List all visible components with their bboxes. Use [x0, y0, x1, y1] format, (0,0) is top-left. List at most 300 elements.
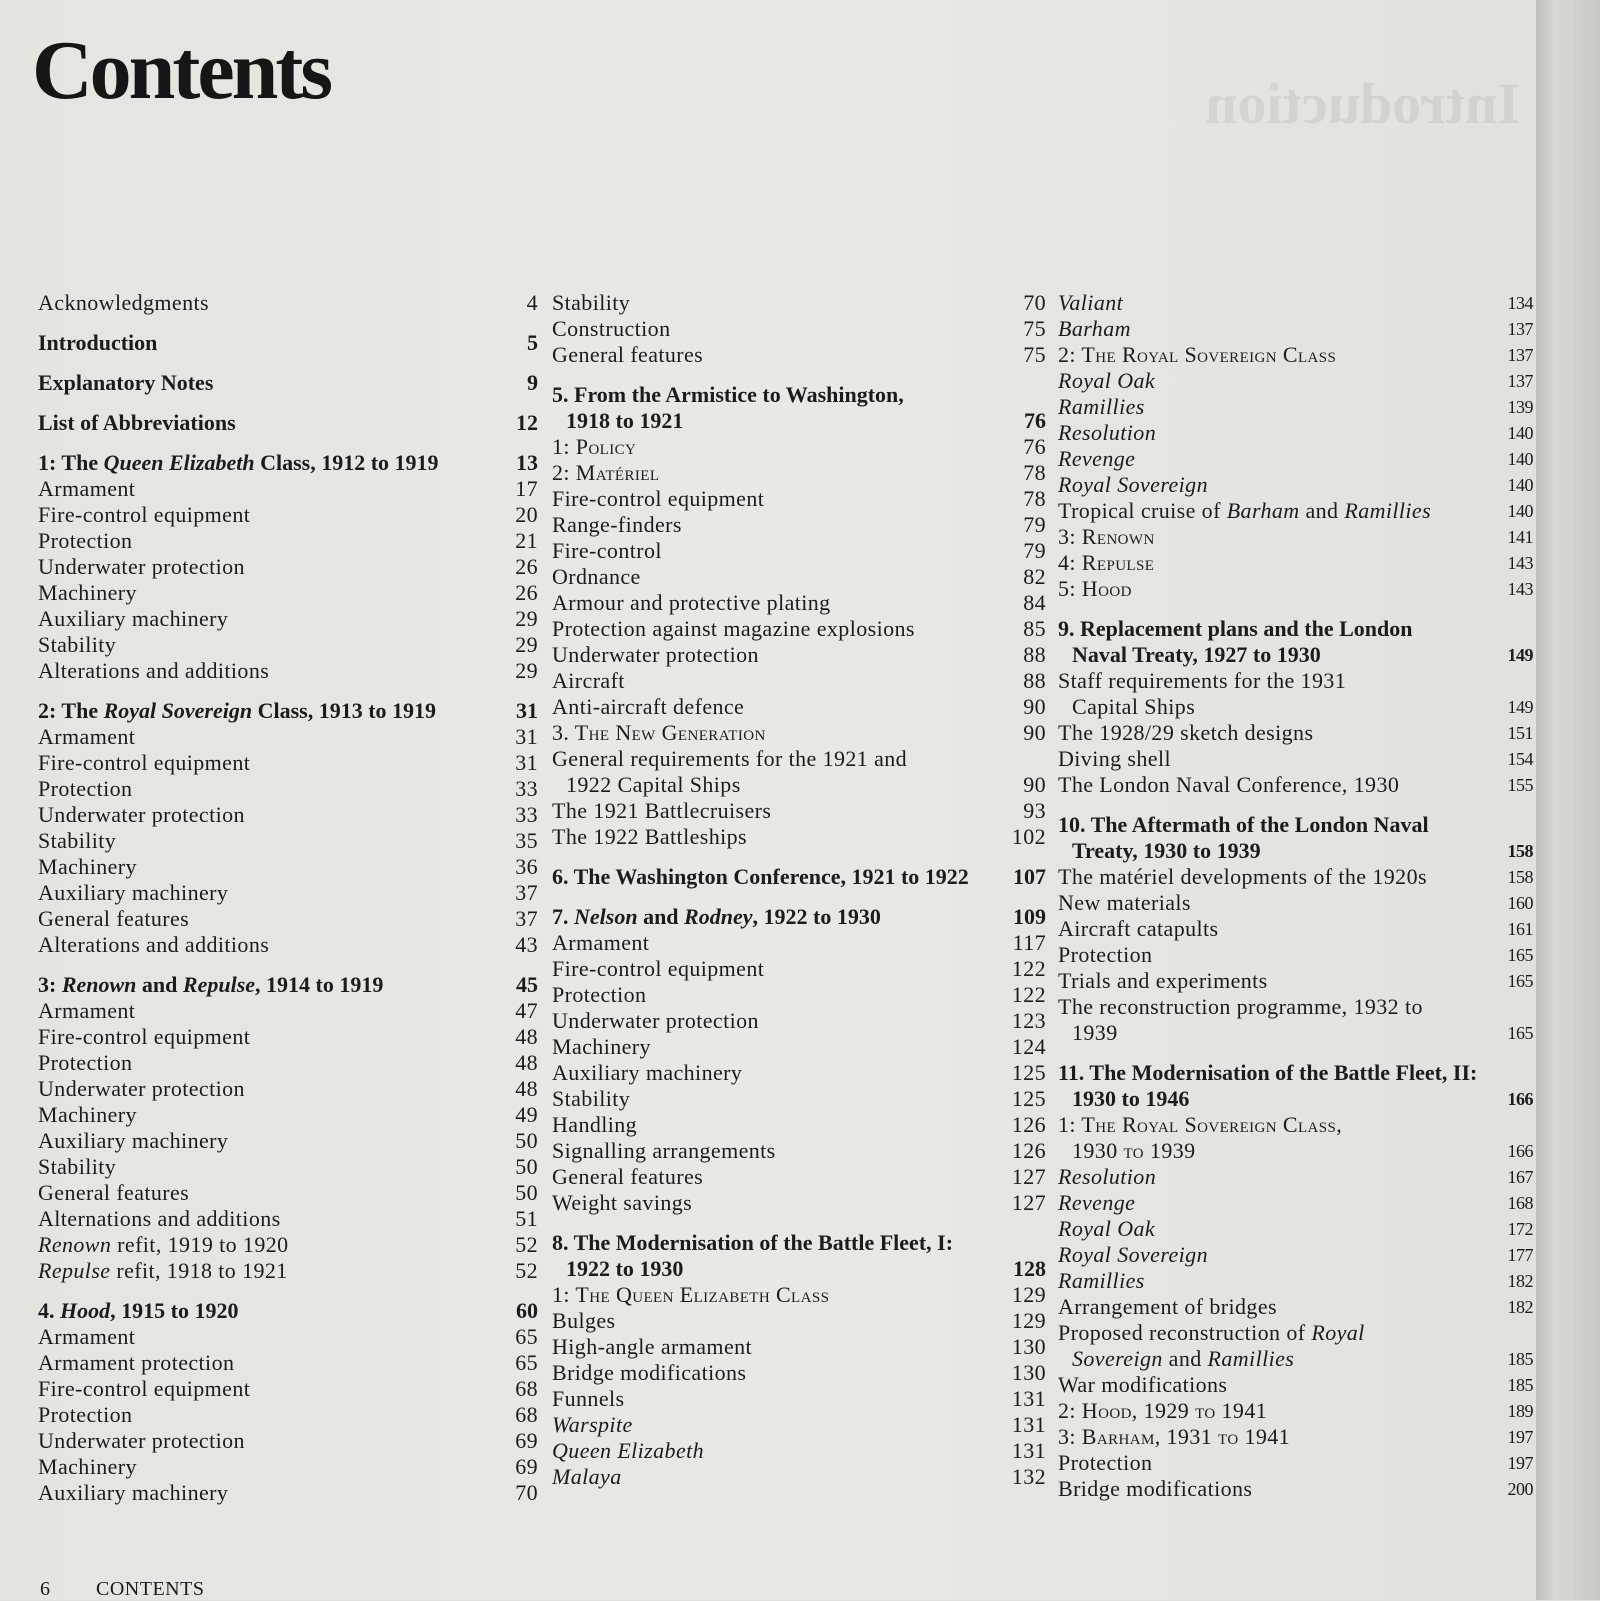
contents-entry [552, 642, 1046, 668]
contents-entry [552, 1164, 1046, 1190]
entry-title: 7. Nelson and Rodney, 1922 to 1930 [552, 904, 881, 929]
entry-page-number: 141 [1507, 527, 1533, 547]
entry-title: Resolution [1058, 1164, 1157, 1189]
entry-page-number: 33 [515, 802, 538, 827]
contents-entry [552, 746, 1046, 798]
entry-title: Bridge modifications [552, 1360, 747, 1385]
contents-entry [1058, 772, 1533, 798]
entry-page-number: 154 [1507, 749, 1533, 769]
contents-entry [38, 880, 538, 906]
entry-title: 9. Replacement plans and the London Naval Treaty, 1927 to 1930 [1058, 616, 1413, 667]
entry-title: Fire-control [552, 538, 662, 563]
entry-page-number: 29 [515, 632, 538, 657]
entry-page-number: 172 [1507, 1219, 1533, 1239]
contents-entry [38, 828, 538, 854]
chapter-heading [38, 1298, 538, 1324]
footer-page-number: 6 [40, 1578, 51, 1600]
contents-entry [1058, 668, 1533, 720]
entry-title: Diving shell [1058, 746, 1171, 771]
entry-title: Protection [38, 776, 133, 801]
entry-title: 2: Matériel [552, 460, 660, 485]
entry-page-number: 26 [515, 580, 538, 605]
entry-page-number: 160 [1507, 893, 1533, 913]
entry-title: High-angle armament [552, 1334, 753, 1359]
entry-page-number: 151 [1507, 723, 1533, 743]
entry-page-number: 78 [1023, 486, 1046, 511]
entry-page-number: 185 [1507, 1349, 1533, 1369]
chapter-heading [38, 330, 538, 356]
entry-title: Armament [38, 1324, 136, 1349]
entry-page-number: 50 [515, 1180, 538, 1205]
entry-page-number: 139 [1507, 397, 1533, 417]
contents-entry [552, 1386, 1046, 1412]
entry-page-number: 29 [515, 658, 538, 683]
entry-page-number: 134 [1507, 293, 1533, 313]
entry-title: Armour and protective plating [552, 590, 831, 615]
contents-column-2 [552, 290, 1046, 1490]
entry-title: Barham [1058, 316, 1131, 341]
contents-entry [38, 1428, 538, 1454]
entry-page-number: 52 [515, 1258, 538, 1283]
entry-title: 10. The Aftermath of the London Naval Treaty, 1930 to 1939 [1058, 812, 1429, 863]
entry-page-number: 90 [1023, 772, 1046, 797]
contents-entry [552, 930, 1046, 956]
entry-title: General features [552, 1164, 704, 1189]
entry-page-number: 50 [515, 1128, 538, 1153]
contents-entry [38, 632, 538, 658]
contents-entry [1058, 1320, 1533, 1372]
contents-entry [552, 590, 1046, 616]
contents-entry [552, 616, 1046, 642]
entry-page-number: 93 [1023, 798, 1046, 823]
entry-title: General requirements for the 1921 and 1922 Capital Ships [552, 746, 908, 797]
entry-page-number: 161 [1507, 919, 1533, 939]
entry-title: Repulse refit, 1918 to 1921 [38, 1258, 288, 1283]
entry-page-number: 126 [1011, 1112, 1046, 1137]
entry-page-number: 182 [1507, 1271, 1533, 1291]
entry-page-number: 165 [1507, 971, 1533, 991]
entry-title: Machinery [38, 1102, 137, 1127]
entry-title: Underwater protection [552, 1008, 759, 1033]
entry-title: Alterations and additions [38, 932, 270, 957]
entry-page-number: 35 [515, 828, 538, 853]
contents-entry [1058, 994, 1533, 1046]
contents-entry [552, 538, 1046, 564]
entry-page-number: 48 [515, 1050, 538, 1075]
contents-entry [38, 854, 538, 880]
entry-title: Stability [38, 632, 117, 657]
contents-entry [552, 434, 1046, 460]
contents-entry [1058, 394, 1533, 420]
entry-title: 2: The Royal Sovereign Class [1058, 342, 1337, 367]
entry-title: Arrangement of bridges [1058, 1294, 1277, 1319]
contents-entry [38, 1076, 538, 1102]
entry-title: Ramillies [1058, 1268, 1145, 1293]
entry-page-number: 84 [1023, 590, 1046, 615]
entry-page-number: 78 [1023, 460, 1046, 485]
entry-page-number: 137 [1507, 319, 1533, 339]
entry-page-number: 75 [1023, 342, 1046, 367]
entry-page-number: 130 [1011, 1360, 1046, 1385]
contents-entry [552, 316, 1046, 342]
contents-entry [1058, 916, 1533, 942]
entry-page-number: 166 [1507, 1141, 1533, 1161]
chapter-heading [38, 698, 538, 724]
contents-entry [38, 1480, 538, 1506]
entry-page-number: 75 [1023, 316, 1046, 341]
entry-title: Warspite [552, 1412, 633, 1437]
entry-page-number: 122 [1011, 982, 1046, 1007]
entry-title: The London Naval Conference, 1930 [1058, 772, 1400, 797]
entry-page-number: 82 [1023, 564, 1046, 589]
entry-title: Machinery [38, 1454, 137, 1479]
entry-page-number: 9 [527, 370, 538, 395]
contents-entry [1058, 550, 1533, 576]
contents-entry [552, 1464, 1046, 1490]
entry-title: Alterations and additions [38, 658, 270, 683]
entry-title: Bulges [552, 1308, 616, 1333]
contents-entry [552, 1308, 1046, 1334]
contents-entry [1058, 498, 1533, 524]
entry-page-number: 166 [1507, 1089, 1533, 1109]
contents-entry [38, 1376, 538, 1402]
entry-page-number: 140 [1507, 501, 1533, 521]
entry-title: Underwater protection [38, 554, 245, 579]
entry-page-number: 189 [1507, 1401, 1533, 1421]
contents-entry [38, 1206, 538, 1232]
entry-title: The 1921 Battlecruisers [552, 798, 772, 823]
entry-title: 8. The Modernisation of the Battle Fleet, I: 1922 to 1930 [552, 1230, 954, 1281]
entry-page-number: 69 [515, 1454, 538, 1479]
contents-entry [38, 724, 538, 750]
entry-page-number: 70 [515, 1480, 538, 1505]
entry-page-number: 69 [515, 1428, 538, 1453]
entry-title: Armament [38, 998, 136, 1023]
entry-title: Ramillies [1058, 394, 1145, 419]
contents-entry [38, 1154, 538, 1180]
entry-page-number: 127 [1011, 1190, 1046, 1215]
entry-title: The reconstruction programme, 1932 to 1939 [1058, 994, 1423, 1045]
contents-entry [38, 502, 538, 528]
contents-entry [38, 1050, 538, 1076]
contents-entry [552, 1360, 1046, 1386]
entry-page-number: 65 [515, 1324, 538, 1349]
contents-entry [1058, 968, 1533, 994]
contents-column-3 [1058, 290, 1533, 1502]
entry-title: Queen Elizabeth [552, 1438, 705, 1463]
entry-title: Revenge [1058, 446, 1136, 471]
contents-entry [38, 750, 538, 776]
entry-title: 3: Renown and Repulse, 1914 to 1919 [38, 972, 384, 997]
entry-title: General features [38, 906, 190, 931]
entry-title: Royal Oak [1058, 1216, 1156, 1241]
entry-title: Auxiliary machinery [552, 1060, 743, 1085]
entry-title: List of Abbreviations [38, 410, 236, 435]
contents-column-1 [38, 290, 538, 1506]
contents-entry [552, 1190, 1046, 1216]
entry-title: Malaya [552, 1464, 622, 1489]
entry-title: 1: The Queen Elizabeth Class, 1912 to 1919 [38, 450, 439, 475]
entry-title: Auxiliary machinery [38, 606, 229, 631]
bleed-through-text: Introduction [1205, 71, 1520, 136]
entry-page-number: 107 [1013, 864, 1046, 889]
entry-page-number: 125 [1011, 1086, 1046, 1111]
entry-page-number: 131 [1011, 1386, 1046, 1411]
entry-page-number: 165 [1507, 945, 1533, 965]
contents-entry [552, 1086, 1046, 1112]
entry-title: Protection [552, 982, 647, 1007]
entry-title: General features [38, 1180, 190, 1205]
contents-entry [38, 1454, 538, 1480]
entry-title: 5: Hood [1058, 576, 1132, 601]
chapter-heading [38, 450, 538, 476]
entry-title: Royal Sovereign [1058, 472, 1208, 497]
contents-entry [1058, 864, 1533, 890]
contents-entry [552, 1060, 1046, 1086]
entry-page-number: 131 [1011, 1438, 1046, 1463]
contents-entry [38, 906, 538, 932]
contents-entry [552, 342, 1046, 368]
entry-title: The matériel developments of the 1920s [1058, 864, 1427, 889]
contents-entry [38, 528, 538, 554]
entry-page-number: 117 [1012, 930, 1046, 955]
entry-page-number: 197 [1507, 1453, 1533, 1473]
contents-entry [1058, 1372, 1533, 1398]
contents-entry [1058, 472, 1533, 498]
entry-page-number: 33 [515, 776, 538, 801]
entry-title: Auxiliary machinery [38, 1480, 229, 1505]
entry-page-number: 36 [515, 854, 538, 879]
entry-title: Revenge [1058, 1190, 1136, 1215]
entry-title: 4: Repulse [1058, 550, 1155, 575]
entry-title: Underwater protection [552, 642, 759, 667]
entry-title: Protection [38, 1050, 133, 1075]
contents-entry [552, 290, 1046, 316]
entry-page-number: 131 [1011, 1412, 1046, 1437]
entry-page-number: 130 [1011, 1334, 1046, 1359]
entry-page-number: 51 [515, 1206, 538, 1231]
contents-entry [552, 512, 1046, 538]
entry-page-number: 122 [1011, 956, 1046, 981]
contents-entry [38, 1324, 538, 1350]
entry-page-number: 197 [1507, 1427, 1533, 1447]
entry-page-number: 149 [1507, 697, 1533, 717]
entry-title: 2: Hood, 1929 to 1941 [1058, 1398, 1268, 1423]
entry-title: Valiant [1058, 290, 1124, 315]
entry-page-number: 17 [515, 476, 538, 501]
entry-page-number: 90 [1023, 694, 1046, 719]
entry-page-number: 128 [1013, 1256, 1046, 1281]
contents-entry [552, 564, 1046, 590]
chapter-heading [38, 370, 538, 396]
entry-page-number: 60 [516, 1298, 538, 1323]
contents-entry [1058, 1164, 1533, 1190]
entry-title: Protection [38, 1402, 133, 1427]
contents-entry [1058, 1398, 1533, 1424]
entry-title: Acknowledgments [38, 290, 209, 315]
entry-page-number: 129 [1011, 1282, 1046, 1307]
contents-entry [552, 1282, 1046, 1308]
entry-page-number: 68 [515, 1402, 538, 1427]
entry-title: Stability [552, 290, 631, 315]
entry-title: 4. Hood, 1915 to 1920 [38, 1298, 239, 1323]
entry-page-number: 52 [515, 1232, 538, 1257]
entry-page-number: 124 [1011, 1034, 1046, 1059]
entry-page-number: 168 [1507, 1193, 1533, 1213]
contents-entry [552, 798, 1046, 824]
contents-entry [38, 476, 538, 502]
contents-entry [1058, 1424, 1533, 1450]
entry-page-number: 102 [1011, 824, 1046, 849]
entry-page-number: 48 [515, 1076, 538, 1101]
chapter-heading [38, 410, 538, 436]
entry-title: Fire-control equipment [552, 956, 765, 981]
entry-title: Stability [38, 828, 117, 853]
entry-title: Signalling arrangements [552, 1138, 776, 1163]
page-title: Contents [32, 24, 331, 117]
entry-title: 1: The Royal Sovereign Class, 1930 to 1939 [1058, 1112, 1343, 1163]
entry-title: Fire-control equipment [38, 1024, 251, 1049]
entry-page-number: 37 [515, 906, 538, 931]
contents-entry [1058, 524, 1533, 550]
entry-title: Stability [552, 1086, 631, 1111]
contents-entry [38, 802, 538, 828]
entry-page-number: 76 [1023, 434, 1046, 459]
contents-entry [38, 290, 538, 316]
entry-title: General features [552, 342, 704, 367]
entry-title: Protection [1058, 1450, 1153, 1475]
entry-title: Fire-control equipment [38, 750, 251, 775]
running-head: CONTENTS [96, 1578, 205, 1600]
entry-title: Protection against magazine explosions [552, 616, 915, 641]
entry-title: Range-finders [552, 512, 682, 537]
entry-title: 1: The Queen Elizabeth Class [552, 1282, 830, 1307]
entry-page-number: 185 [1507, 1375, 1533, 1395]
contents-entry [38, 932, 538, 958]
contents-entry [552, 460, 1046, 486]
entry-page-number: 200 [1507, 1479, 1533, 1499]
entry-title: War modifications [1058, 1372, 1228, 1397]
entry-page-number: 126 [1011, 1138, 1046, 1163]
contents-entry [1058, 1112, 1533, 1164]
entry-title: Aircraft catapults [1058, 916, 1219, 941]
entry-page-number: 155 [1507, 775, 1533, 795]
page-footer [40, 1578, 204, 1601]
entry-title: Auxiliary machinery [38, 1128, 229, 1153]
entry-page-number: 158 [1507, 841, 1533, 861]
entry-title: Ordnance [552, 564, 641, 589]
entry-page-number: 125 [1011, 1060, 1046, 1085]
entry-page-number: 31 [515, 750, 538, 775]
entry-title: Bridge modifications [1058, 1476, 1253, 1501]
entry-title: Machinery [38, 854, 137, 879]
entry-title: Proposed reconstruction of Royal Sovereign and Ramillies [1058, 1320, 1365, 1371]
contents-entry [552, 694, 1046, 720]
entry-title: Anti-aircraft defence [552, 694, 745, 719]
entry-page-number: 49 [515, 1102, 538, 1127]
entry-title: 1: Policy [552, 434, 637, 459]
entry-page-number: 48 [515, 1024, 538, 1049]
entry-title: Weight savings [552, 1190, 693, 1215]
entry-page-number: 50 [515, 1154, 538, 1179]
contents-entry [1058, 290, 1533, 316]
contents-entry [38, 1128, 538, 1154]
contents-entry [38, 1232, 538, 1258]
entry-page-number: 4 [526, 290, 538, 315]
entry-title: Armament protection [38, 1350, 235, 1375]
entry-title: Explanatory Notes [38, 370, 214, 395]
entry-title: 5. From the Armistice to Washington, 1918 to 1921 [552, 382, 904, 433]
contents-entry [552, 1412, 1046, 1438]
contents-entry [1058, 420, 1533, 446]
entry-title: Machinery [552, 1034, 651, 1059]
contents-entry [552, 720, 1046, 746]
entry-page-number: 85 [1023, 616, 1046, 641]
contents-entry [1058, 942, 1533, 968]
contents-entry [38, 554, 538, 580]
contents-entry [1058, 890, 1533, 916]
entry-page-number: 5 [527, 330, 538, 355]
entry-title: 3: Renown [1058, 524, 1155, 549]
entry-title: Protection [38, 528, 133, 553]
contents-entry [1058, 1294, 1533, 1320]
entry-title: Armament [38, 476, 136, 501]
chapter-heading [1058, 812, 1533, 864]
entry-page-number: 123 [1011, 1008, 1046, 1033]
contents-entry [552, 1138, 1046, 1164]
entry-page-number: 12 [516, 410, 538, 435]
entry-page-number: 29 [515, 606, 538, 631]
entry-title: 3. The New Generation [552, 720, 766, 745]
contents-entry [1058, 316, 1533, 342]
entry-title: Introduction [38, 330, 158, 355]
entry-page-number: 140 [1507, 449, 1533, 469]
entry-title: Resolution [1058, 420, 1157, 445]
contents-entry [552, 1034, 1046, 1060]
entry-title: Armament [38, 724, 136, 749]
entry-title: Royal Sovereign [1058, 1242, 1208, 1267]
chapter-heading [1058, 1060, 1533, 1112]
entry-title: Underwater protection [38, 802, 245, 827]
contents-entry [552, 824, 1046, 850]
contents-entry [38, 580, 538, 606]
entry-page-number: 45 [516, 972, 538, 997]
entry-page-number: 109 [1013, 904, 1046, 929]
entry-page-number: 132 [1011, 1464, 1046, 1489]
contents-entry [552, 1334, 1046, 1360]
contents-entry [1058, 446, 1533, 472]
chapter-heading [552, 1230, 1046, 1282]
entry-title: 6. The Washington Conference, 1921 to 1922 [552, 864, 969, 889]
entry-title: Aircraft [552, 668, 625, 693]
entry-page-number: 68 [515, 1376, 538, 1401]
entry-page-number: 90 [1023, 720, 1046, 745]
entry-title: Stability [38, 1154, 117, 1179]
entry-title: Fire-control equipment [38, 1376, 251, 1401]
entry-page-number: 37 [515, 880, 538, 905]
entry-page-number: 149 [1507, 645, 1533, 665]
entry-page-number: 129 [1011, 1308, 1046, 1333]
entry-page-number: 167 [1507, 1167, 1533, 1187]
contents-entry [1058, 746, 1533, 772]
contents-entry [38, 1350, 538, 1376]
entry-title: Underwater protection [38, 1428, 245, 1453]
chapter-heading [1058, 616, 1533, 668]
entry-title: Fire-control equipment [552, 486, 765, 511]
entry-page-number: 137 [1507, 345, 1533, 365]
entry-title: Construction [552, 316, 671, 341]
entry-page-number: 165 [1507, 1023, 1533, 1043]
